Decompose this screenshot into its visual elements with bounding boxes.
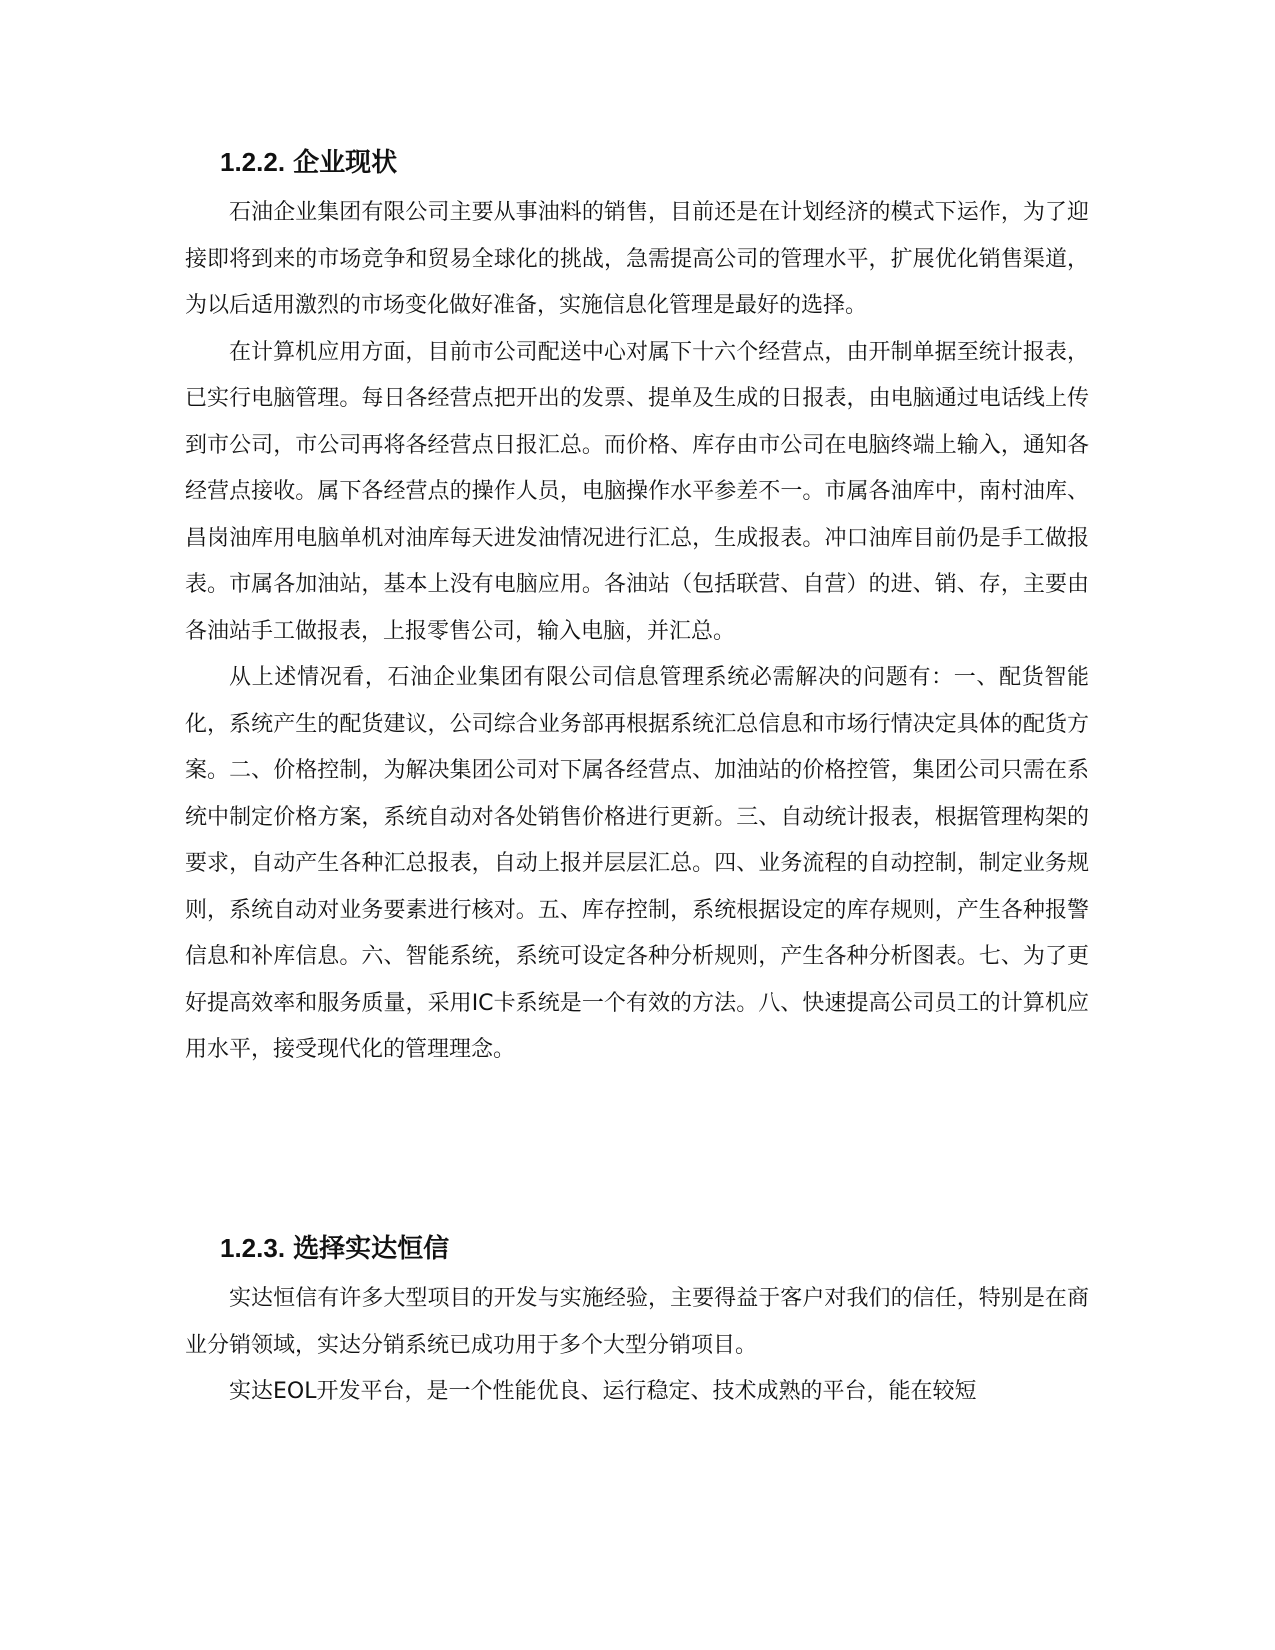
paragraph: 实达EOL开发平台，是一个性能优良、运行稳定、技术成熟的平台，能在较短 [229,1379,977,1404]
section-heading-1-2-2 [220,146,397,179]
section-heading-1-2-3 [220,1232,449,1265]
section-number: 1.2.2. [220,147,286,177]
paragraph: 实达恒信有许多大型项目的开发与实施经验，主要得益于客户对我们的信任，特别是在商业分销领域，实达分销系统已成功用于多个大型分销项目。 [185,1286,1089,1358]
paragraph: 石油企业集团有限公司主要从事油料的销售，目前还是在计划经济的模式下运作，为了迎接即将到来的市场竞争和贸易全球化的挑战，急需提高公司的管理水平，扩展优化销售渠道，为以后适用激烈的市场变化做好准备，实施信息化管理是最好的选择。 [185,200,1089,318]
section-body-1-2-2 [185,190,1089,1074]
section-title: 企业现状 [293,148,398,178]
paragraph: 从上述情况看，石油企业集团有限公司信息管理系统必需解决的问题有：一、配货智能化，系统产生的配货建议，公司综合业务部再根据系统汇总信息和市场行情决定具体的配货方案。二、价格控制，为解决集团公司对下属各经营点、加油站的价格控管，集团公司只需在系统中制定价格方案，系统自动对各处销售价格进行更新。三、自动统计报表，根据管理构架的要求，自动产生各种汇总报表，自动上报并层层汇总。四、业务流程的自动控制，制定业务规则，系统自动对业务要素进行核对。五、库存控制，系统根据设定的库存规则，产生各种报警信息和补库信息。六、智能系统，系统可设定各种分析规则，产生各种分析图表。七、为了更好提高效率和服务质量，采用IC卡系统是一个有效的方法。八、快速提高公司员工的计算机应用水平，接受现代化的管理理念。 [185,665,1089,1062]
section-title: 选择实达恒信 [293,1234,450,1264]
paragraph: 在计算机应用方面，目前市公司配送中心对属下十六个经营点，由开制单据至统计报表，已实行电脑管理。每日各经营点把开出的发票、提单及生成的日报表，由电脑通过电话线上传到市公司，市公司再将各经营点日报汇总。而价格、库存由市公司在电脑终端上输入，通知各经营点接收。属下各经营点的操作人员，电脑操作水平参差不一。市属各油库中，南村油库、昌岗油库用电脑单机对油库每天进发油情况进行汇总，生成报表。冲口油库目前仍是手工做报表。市属各加油站，基本上没有电脑应用。各油站（包括联营、自营）的进、销、存，主要由各油站手工做报表，上报零售公司，输入电脑，并汇总。 [185,339,1089,644]
section-number: 1.2.3. [220,1233,286,1263]
section-body-1-2-3 [185,1276,1089,1416]
